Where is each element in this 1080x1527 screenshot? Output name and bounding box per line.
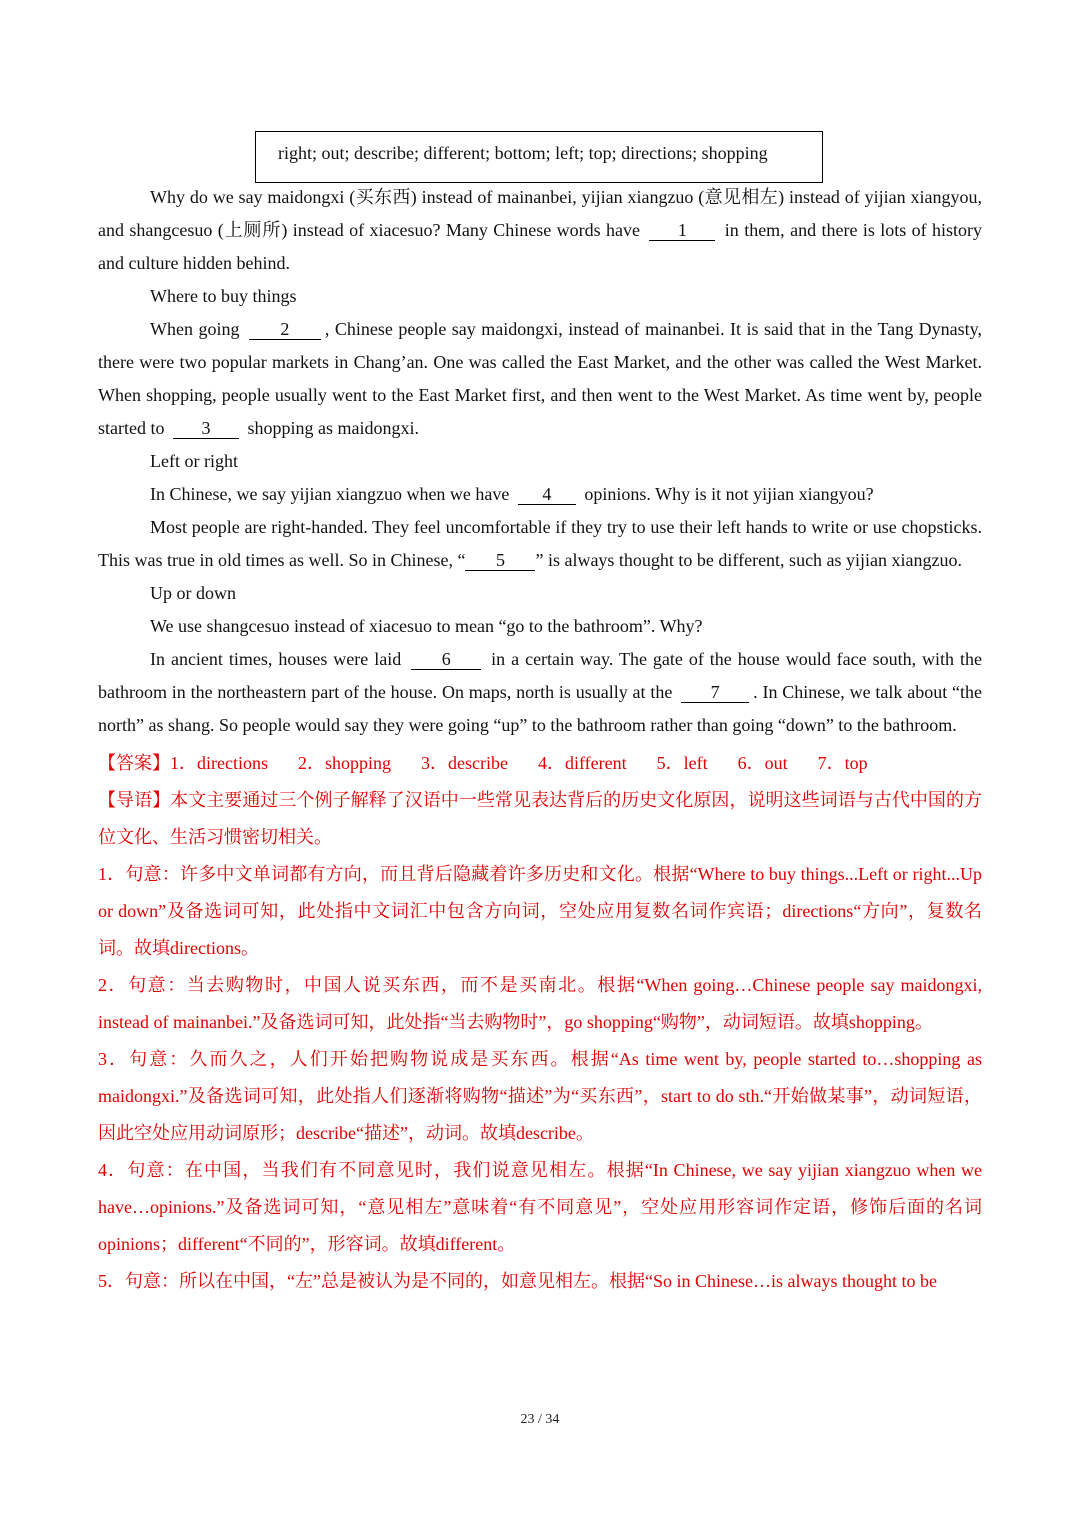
paragraph-3 [98, 478, 982, 511]
blank-2: 2 [249, 319, 321, 340]
answer-item: 1．directions [170, 753, 268, 773]
text-span: In Chinese, we say yijian xiangzuo when we have [150, 484, 510, 504]
text-span: . In Chinese, we talk about “the north” as shang. So people would say they were going “up” to the bathroom rather than going “down” to the bathroom. [98, 682, 983, 735]
text-span: Why do we say maidongxi (买东西) instead of mainanbei, yijian xiangzuo (意见相左) instead of yijian xiangyou, and shangcesuo (上厕所) instead of xiacesuo? Many Chinese words have [98, 187, 982, 240]
paragraph-6 [98, 643, 982, 742]
answer-items [170, 753, 898, 773]
story-text [98, 181, 982, 742]
explanation-item: 5．句意：所以在中国，“左”总是被认为是不同的，如意见相左。根据“So in Chinese…is always thought to be [98, 1271, 937, 1291]
explanation-section [98, 782, 982, 1300]
word-bank-box [255, 131, 823, 183]
blank-1: 1 [649, 220, 715, 241]
blank-5: 5 [465, 550, 535, 571]
heading-up-or-down: Up or down [150, 583, 236, 603]
text-span: When going [150, 319, 240, 339]
text-span: in a certain way. The gate of the house would face south, with the bathroom in the northeastern part of the house. On maps, north is usually at the [98, 649, 983, 702]
text-span: Most people are right-handed. They feel uncomfortable if they try to use their left hands to write or use chopsticks. This was true in old times as well. So in Chinese, “ [98, 517, 982, 570]
answer-item: 4．different [537, 753, 627, 773]
paragraph-1 [98, 181, 982, 280]
blank-7: 7 [681, 682, 749, 703]
text-span: shopping as maidongxi. [247, 418, 419, 438]
answer-label: 【答案】 [98, 753, 170, 773]
text-span: ” is always thought to be different, such as yijian xiangzuo. [535, 550, 963, 570]
explanation-item: 1．句意：许多中文单词都有方向，而且背后隐藏着许多历史和文化。根据“Where to buy things...Left or right...Up or down”及备选词可知，此处指中文词汇中包含方向词，空处应用复数名词作宾语；directions“方向”，复数名词。故填directions。 [98, 864, 982, 958]
answer-item: 3．describe [421, 753, 508, 773]
heading-left-or-right: Left or right [150, 451, 238, 471]
word-bank-text: right; out; describe; different; bottom; left; top; directions; shopping [278, 143, 768, 163]
paragraph-4 [98, 511, 982, 577]
blank-3: 3 [173, 418, 239, 439]
content-area [98, 181, 982, 1300]
text-span: opinions. Why is it not yijian xiangyou? [584, 484, 874, 504]
explanation-item: 2．句意：当去购物时，中国人说买东西，而不是买南北。根据“When going…Chinese people say maidongxi, instead of mainanbei.”及备选词可知，此处指“当去购物时”，go shopping“购物”，动词短语。故填shopping。 [98, 975, 982, 1032]
paragraph-2 [98, 313, 982, 445]
blank-4: 4 [518, 484, 576, 505]
guide-label: 【导语】 [98, 790, 171, 810]
guide-paragraph [98, 782, 982, 856]
answer-item: 6．out [737, 753, 788, 773]
page-number: 23 / 34 [520, 1412, 560, 1427]
explanation-item: 4．句意：在中国，当我们有不同意见时，我们说意见相左。根据“In Chinese, we say yijian xiangzuo when we have…opinions.”及备选词可知，“意见相左”意味着“有不同意见”，空处应用形容词作定语，修饰后面的名词opinions；different“不同的”，形容词。故填different。 [98, 1160, 982, 1254]
heading-where-to-buy: Where to buy things [150, 286, 297, 306]
answer-line [98, 745, 982, 782]
text-span: , Chinese people say maidongxi, instead of mainanbei. It is said that in the Tang Dynasty, there were two popular markets in Chang’an. One was called the East Market, and the other was called the West Market. When shopping, people usually went to the East Market first, and then went to the West Market. As time went by, people started to [98, 319, 982, 438]
text-span: In ancient times, houses were laid [150, 649, 402, 669]
guide-text: 本文主要通过三个例子解释了汉语中一些常见表达背后的历史文化原因，说明这些词语与古代中国的方位文化、生活习惯密切相关。 [98, 790, 983, 847]
answer-item: 2．shopping [297, 753, 391, 773]
paragraph-5: We use shangcesuo instead of xiacesuo to mean “go to the bathroom”. Why? [150, 616, 703, 636]
blank-6: 6 [411, 649, 481, 670]
explanation-item: 3．句意：久而久之，人们开始把购物说成是买东西。根据“As time went by, people started to…shopping as maidongxi.”及备选词可知，此处指人们逐渐将购物“描述”为“买东西”，start to do sth.“开始做某事”，动词短语，因此空处应用动词原形；describe“描述”，动词。故填describe。 [98, 1049, 982, 1143]
text-span: in them, and there is lots of history and culture hidden behind. [98, 220, 983, 273]
answer-item: 5．left [656, 753, 708, 773]
answer-item: 7．top [817, 753, 868, 773]
